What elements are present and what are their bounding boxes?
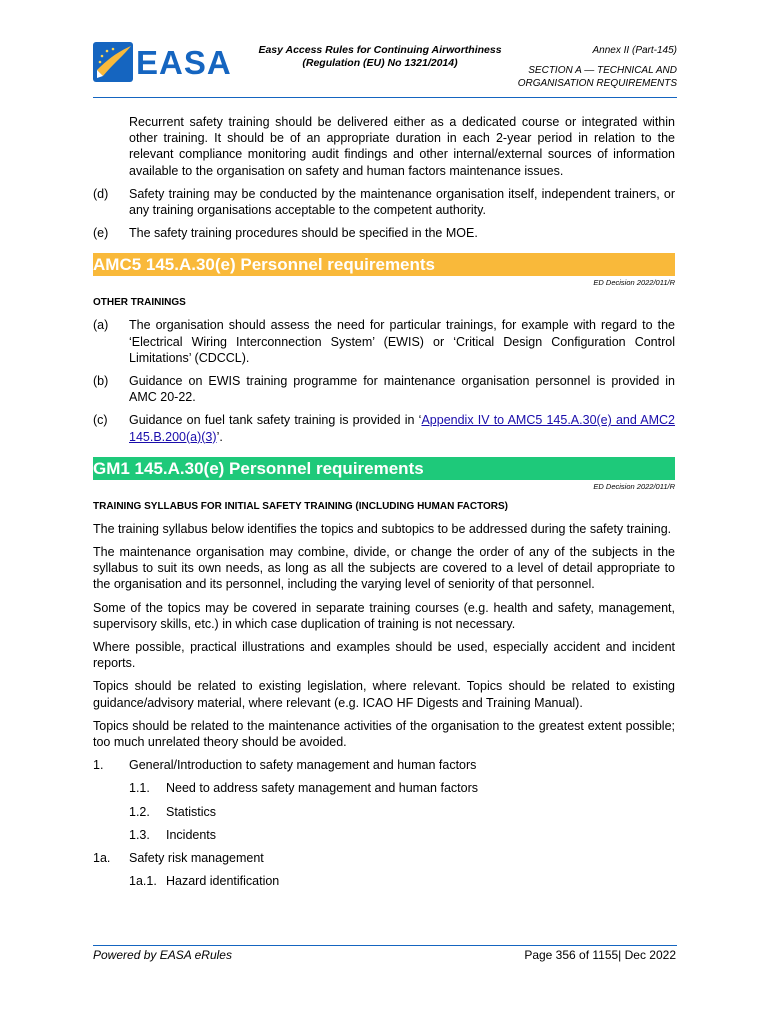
syllabus-subitem — [129, 780, 675, 796]
intro-paragraph: Recurrent safety training should be delivered either as a dedicated course or integrated within other training. It should be of an appropriate duration in each 2-year period in relation to the relevant compliance monitoring audit findings and other internal/external sources of information available to the organisation on safety and human factors maintenance issues. — [129, 115, 675, 178]
page-content — [93, 114, 675, 897]
easa-logo — [93, 42, 232, 84]
item-label: (d) — [93, 186, 109, 201]
item-text: Need to address safety management and human factors — [166, 781, 478, 796]
item-label: 1.2. — [129, 804, 150, 819]
gm1-section-heading — [93, 457, 675, 480]
footer-powered-by: Powered by EASA eRules — [93, 948, 232, 962]
logo-text: EASA — [136, 44, 232, 81]
gm1-decision-ref: ED Decision 2022/011/R — [593, 481, 675, 491]
section-reference — [477, 44, 677, 90]
gm1-paragraph: Topics should be related to existing legislation, where relevant. Topics should be related to existing guidance/advisory material, where relevant (e.g. ICAO HF Digests and Training Manual). — [93, 679, 675, 710]
gm1-title: GM1 145.A.30(e) Personnel requirements — [93, 458, 424, 478]
list-item — [93, 317, 675, 366]
syllabus-subitem — [129, 827, 675, 843]
syllabus-item — [93, 757, 675, 773]
gm1-paragraph: Some of the topics may be covered in separate training courses (e.g. health and safety, management, supervisory skills, etc.) in which case duplication of training is not necessary. — [93, 600, 675, 631]
gm1-paragraph: Topics should be related to the maintenance activities of the organisation to the greatest extent possible; too much unrelated theory should be avoided. — [93, 718, 675, 750]
list-item — [93, 225, 675, 241]
item-label: 1.1. — [129, 781, 150, 796]
item-label: (b) — [93, 374, 109, 389]
amc5-title: AMC5 145.A.30(e) Personnel requirements — [93, 255, 436, 275]
document-title — [253, 44, 507, 70]
item-text: Safety risk management — [129, 851, 264, 866]
item-label: (e) — [93, 226, 109, 241]
item-text: Incidents — [166, 827, 217, 842]
item-label: 1a.1. — [129, 874, 157, 889]
document-title-line1: Easy Access Rules for Continuing Airworthiness — [258, 44, 502, 56]
item-text: Safety training may be conducted by the maintenance organisation itself, independent trainers, or any training organisations acceptable to the competent authority. — [129, 186, 675, 218]
item-label: (c) — [93, 413, 108, 428]
item-text: General/Introduction to safety management and human factors — [129, 758, 477, 773]
item-label: (a) — [93, 318, 109, 333]
footer-page-number: Page 356 of 1155| Dec 2022 — [524, 948, 676, 962]
amc5-decision-ref: ED Decision 2022/011/R — [593, 278, 675, 288]
list-item — [93, 373, 675, 405]
easa-emblem-icon — [93, 42, 133, 82]
annex-label: Annex II (Part-145) — [592, 45, 677, 56]
list-item — [93, 412, 675, 444]
gm1-subheading: TRAINING SYLLABUS FOR INITIAL SAFETY TRAINING (INCLUDING HUMAN FACTORS) — [93, 500, 508, 512]
header-rule — [93, 97, 677, 98]
document-title-line2: (Regulation (EU) No 1321/2014) — [302, 57, 458, 69]
item-label: 1. — [93, 758, 104, 773]
syllabus-item — [93, 850, 675, 866]
item-label: 1a. — [93, 851, 111, 866]
list-item — [93, 186, 675, 218]
item-text: Guidance on EWIS training programme for maintenance organisation personnel is provided in AMC 20-22. — [129, 374, 675, 405]
item-text — [129, 412, 675, 444]
gm1-paragraph: Where possible, practical illustrations and examples should be used, especially accident and incident reports. — [93, 640, 675, 671]
item-label: 1.3. — [129, 827, 150, 842]
item-text-post: ’. — [216, 429, 223, 444]
item-text: Statistics — [166, 804, 217, 819]
gm1-paragraph: The training syllabus below identifies the topics and subtopics to be addressed during the safety training. — [93, 521, 672, 536]
appendix-iv-link[interactable]: Appendix IV to AMC5 145.A.30(e) and AMC2 145.B.200(a)(3) — [129, 413, 676, 444]
amc5-section-heading — [93, 253, 675, 276]
item-text-pre: Guidance on fuel tank safety training is provided in ‘ — [129, 413, 422, 428]
section-line1: SECTION A — TECHNICAL AND — [528, 65, 677, 76]
syllabus-subitem — [129, 873, 675, 889]
item-text: The organisation should assess the need for particular trainings, for example with regard to the ‘Electrical Wiring Interconnection System’ (EWIS) or ‘Critical Design Configuration Control Limitations’ (CDCCL). — [129, 318, 675, 365]
item-text: Hazard identification — [166, 874, 280, 889]
item-text: The safety training procedures should be specified in the MOE. — [129, 226, 478, 241]
gm1-paragraph: The maintenance organisation may combine, divide, or change the order of any of the subjects in the syllabus to suit its own needs, as long as all the subjects are covered to a level of detail appropriate to the organisation and its personnel, including the varying level of seniority of that personnel. — [93, 545, 675, 592]
footer-rule — [93, 945, 677, 946]
section-line2: ORGANISATION REQUIREMENTS — [517, 78, 677, 89]
amc5-subheading: OTHER TRAININGS — [93, 297, 186, 309]
syllabus-subitem — [129, 804, 675, 820]
